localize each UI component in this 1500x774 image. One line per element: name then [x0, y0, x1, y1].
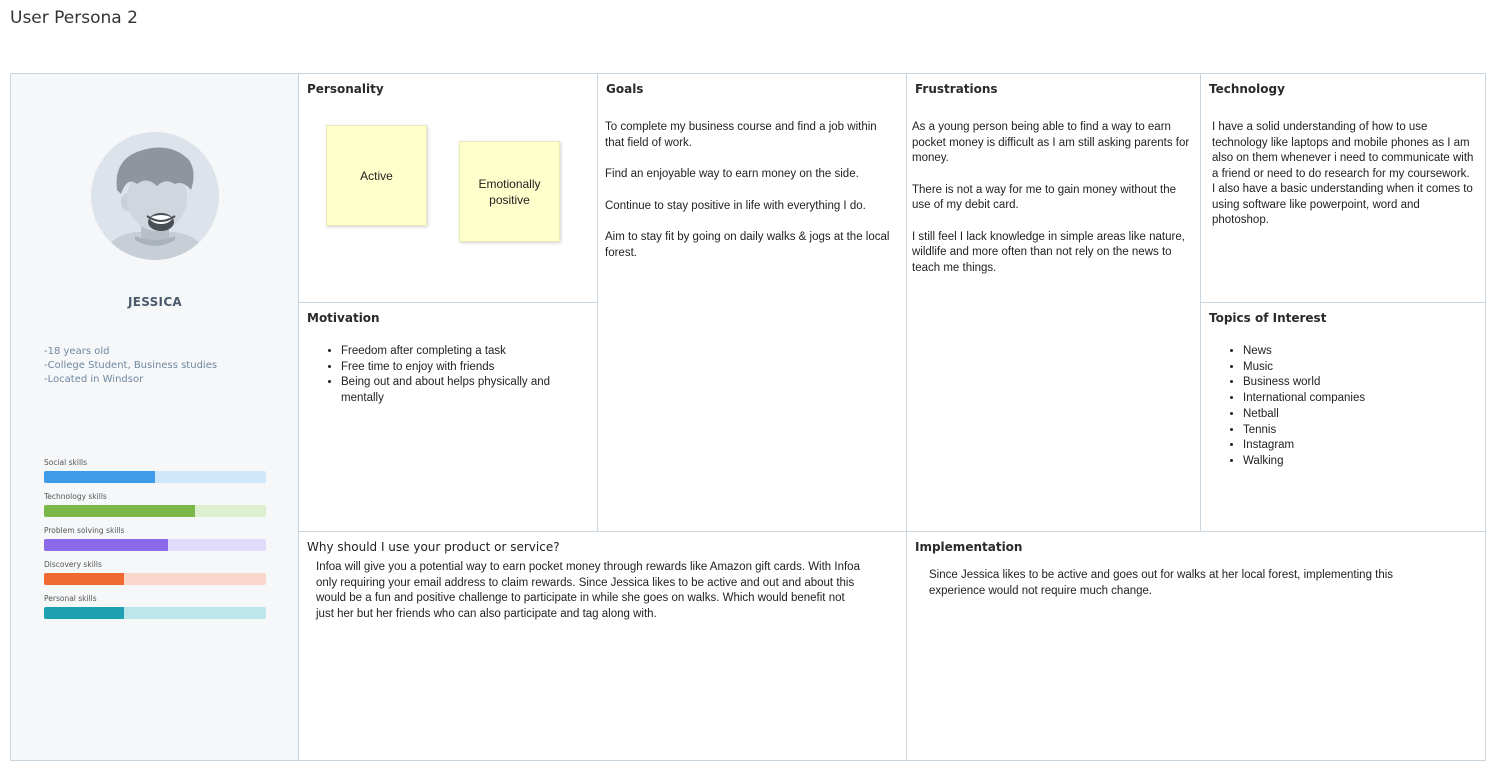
skill-label: Discovery skills	[44, 560, 102, 569]
page-title: User Persona 2	[10, 8, 138, 28]
person-avatar-icon	[91, 132, 219, 260]
skill-problem-solving	[44, 526, 266, 560]
goals-text	[605, 120, 897, 277]
implementation-section	[907, 532, 1485, 760]
section-title: Implementation	[915, 540, 1023, 554]
skill-label: Social skills	[44, 458, 88, 467]
skill-fill	[44, 505, 195, 517]
skill-fill	[44, 607, 124, 619]
skill-label: Problem solving skills	[44, 526, 125, 535]
list-item: • Business world	[1243, 375, 1472, 391]
technology-section	[1201, 74, 1485, 303]
skill-fill	[44, 471, 155, 483]
profile-panel	[11, 74, 299, 760]
section-title: Frustrations	[915, 82, 998, 96]
goal-item: To complete my business course and find a job within that field of work.	[605, 121, 877, 149]
list-item: • Music	[1243, 360, 1472, 376]
goals-section	[598, 74, 907, 532]
list-item: • News	[1243, 344, 1472, 360]
list-item: • Netball	[1243, 407, 1472, 423]
sticky-note[interactable]: Emotionally positive	[459, 141, 560, 242]
frustration-item: As a young person being able to find a way to earn pocket money is difficult as I am still asking parents for money.	[912, 121, 1190, 164]
skill-personal	[44, 594, 266, 628]
why-use-section	[299, 532, 907, 760]
sticky-note[interactable]: Active	[326, 125, 427, 226]
skills-list	[44, 458, 266, 628]
section-title: Why should I use your product or service?	[307, 540, 560, 554]
personality-section	[299, 74, 598, 303]
skill-fill	[44, 539, 168, 551]
skill-label: Personal skills	[44, 594, 97, 603]
skill-track	[44, 607, 266, 619]
motivation-list	[330, 344, 590, 407]
persona-details	[44, 345, 217, 387]
goal-item: Aim to stay fit by going on daily walks & jogs at the local forest.	[605, 231, 890, 259]
why-use-text: Infoa will give you a potential way to earn pocket money through rewards like Amazon gift cards. With Infoa only requiring your email address to claim rewards. Since Jessica likes to be active and out and about this would be a fun and positive challenge to participate in while she goes on walks. Which would benefit not just her but her friends who can also participate and tag along with.	[316, 561, 860, 620]
frustration-item: I still feel I lack knowledge in simple areas like nature, wildlife and more often than not rely on the news to teach me things.	[912, 230, 1185, 274]
section-title: Personality	[307, 82, 384, 96]
implementation-text: Since Jessica likes to be active and goes out for walks at her local forest, implementing this experience would not require much change.	[929, 569, 1394, 597]
persona-board	[10, 73, 1486, 761]
persona-name: JESSICA	[127, 295, 183, 309]
section-title: Technology	[1209, 82, 1285, 96]
section-title: Topics of Interest	[1209, 311, 1327, 325]
skill-track	[44, 573, 266, 585]
list-item: • Free time to enjoy with friends	[341, 360, 590, 376]
section-title: Motivation	[307, 311, 380, 325]
frustration-item: There is not a way for me to gain money without the use of my debit card.	[912, 183, 1176, 211]
skill-technology	[44, 492, 266, 526]
skill-fill	[44, 573, 124, 585]
topics-list	[1232, 344, 1472, 470]
detail-occupation: -College Student, Business studies	[44, 360, 218, 371]
topics-section	[1201, 303, 1485, 532]
list-item: • Being out and about helps physically and mentally	[341, 375, 590, 406]
motivation-section	[299, 303, 598, 532]
avatar	[91, 132, 219, 260]
section-title: Goals	[606, 82, 644, 96]
skill-discovery	[44, 560, 266, 594]
list-item: • Tennis	[1243, 423, 1472, 439]
technology-text: I have a solid understanding of how to use technology like laptops and mobile phones as I am also on them whenever i need to communicate with a friend or need to do research for my coursework. I also have a basic understanding when it comes to using software like powerpoint, word and photoshop.	[1212, 121, 1474, 226]
list-item: • Instagram	[1243, 438, 1472, 454]
detail-location: -Located in Windsor	[44, 374, 144, 385]
detail-age: -18 years old	[44, 346, 110, 357]
frustrations-section	[907, 74, 1201, 532]
skill-track	[44, 539, 266, 551]
skill-label: Technology skills	[44, 492, 107, 501]
goal-item: Find an enjoyable way to earn money on the side.	[605, 168, 859, 180]
list-item: • International companies	[1243, 391, 1472, 407]
list-item: • Walking	[1243, 454, 1472, 470]
list-item: • Freedom after completing a task	[341, 344, 590, 360]
frustrations-text	[912, 120, 1196, 292]
skill-track	[44, 505, 266, 517]
skill-track	[44, 471, 266, 483]
skill-social	[44, 458, 266, 492]
goal-item: Continue to stay positive in life with everything I do.	[605, 199, 866, 212]
